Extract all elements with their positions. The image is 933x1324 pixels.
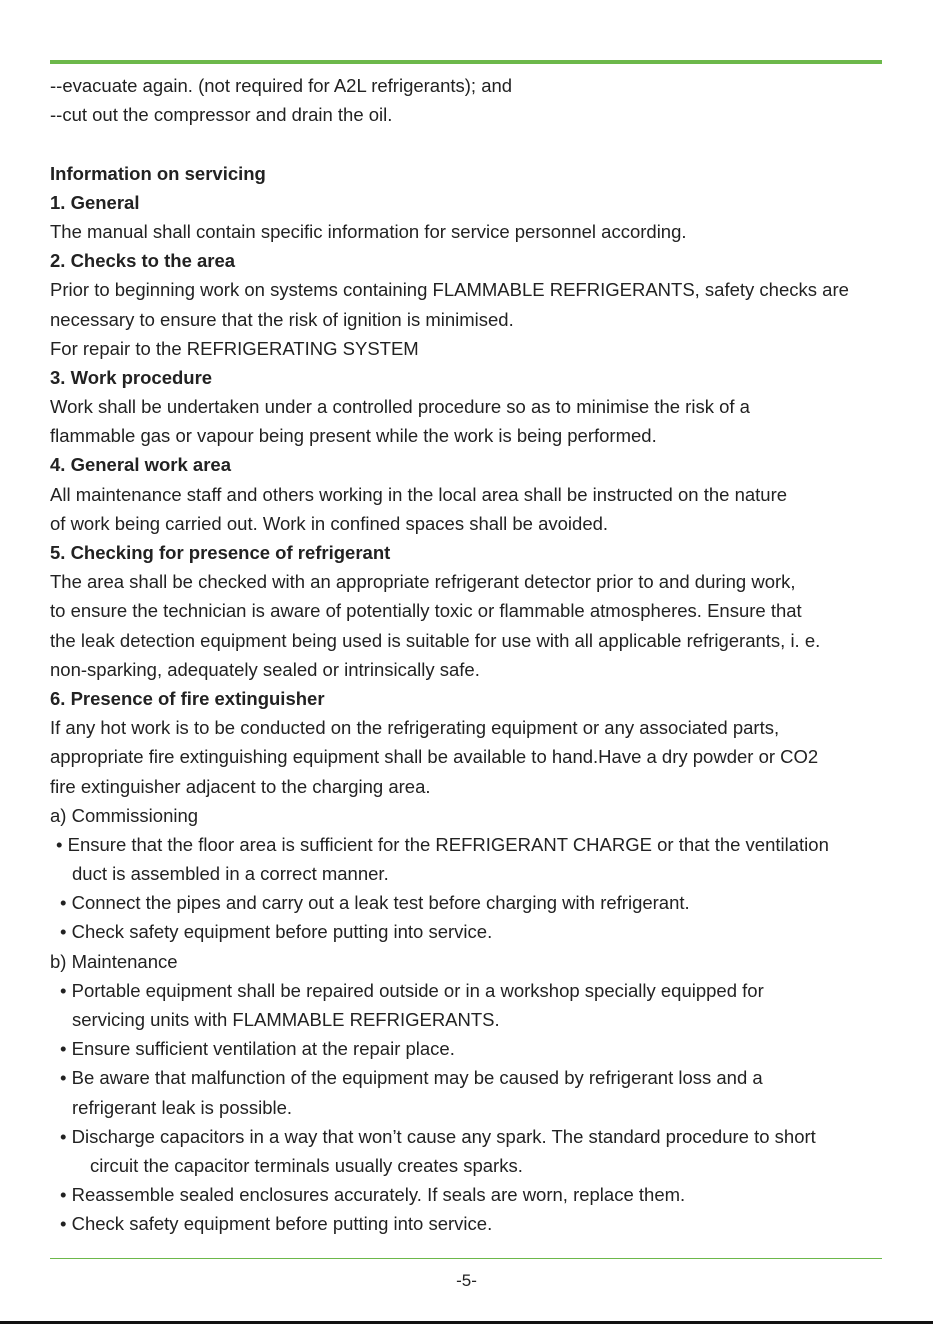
paragraph-line: If any hot work is to be conducted on the refrigerating equipment or any associated parts, xyxy=(50,717,780,739)
heading-work-procedure: 3. Work procedure xyxy=(50,366,213,388)
paragraph-line: The manual shall contain specific information for service personnel according. xyxy=(50,220,687,242)
bullet-item: • Check safety equipment before putting into service. xyxy=(60,1213,493,1235)
page-number: -5- xyxy=(456,1271,477,1290)
bullet-item: • Ensure that the floor area is sufficient for the REFRIGERANT CHARGE or that the ventilation xyxy=(56,833,829,855)
heading-general-work-area: 4. General work area xyxy=(50,454,231,476)
bullet-continuation: servicing units with FLAMMABLE REFRIGERANTS. xyxy=(72,1009,500,1030)
bullet-item: • Portable equipment shall be repaired outside or in a workshop specially equipped for xyxy=(60,979,764,1001)
bullet-item: • Ensure sufficient ventilation at the repair place. xyxy=(60,1038,455,1060)
heading-checks-to-area: 2. Checks to the area xyxy=(50,250,236,272)
bullet-continuation: refrigerant leak is possible. xyxy=(72,1096,293,1118)
paragraph-line: fire extinguisher adjacent to the charging area. xyxy=(50,775,431,797)
paragraph-line: The area shall be checked with an appropriate refrigerant detector prior to and during work, xyxy=(50,571,796,593)
bullet-continuation: duct is assembled in a correct manner. xyxy=(72,863,389,885)
heading-fire-extinguisher: 6. Presence of fire extinguisher xyxy=(50,687,325,709)
paragraph-line: appropriate fire extinguishing equipment shall be available to hand.Have a dry powder or CO2 xyxy=(50,746,819,768)
paragraph-line: to ensure the technician is aware of potentially toxic or flammable atmospheres. Ensure that xyxy=(50,600,802,622)
paragraph-line: non-sparking, adequately sealed or intrinsically safe. xyxy=(50,658,480,680)
bullet-item: • Discharge capacitors in a way that won’t cause any spark. The standard procedure to short xyxy=(60,1125,816,1147)
bullet-item: • Connect the pipes and carry out a leak test before charging with refrigerant. xyxy=(60,892,690,914)
paragraph-line: Prior to beginning work on systems containing FLAMMABLE REFRIGERANTS, safety checks are xyxy=(50,279,849,301)
intro-line: --cut out the compressor and drain the oil. xyxy=(50,104,393,126)
intro-line: --evacuate again. (not required for A2L refrigerants); and xyxy=(50,75,513,96)
paragraph-line: necessary to ensure that the risk of ignition is minimised. xyxy=(50,308,514,330)
section-title: Information on servicing xyxy=(50,162,266,184)
spacer xyxy=(50,129,890,158)
bottom-divider xyxy=(50,1258,882,1259)
bullet-item: • Be aware that malfunction of the equipment may be caused by refrigerant loss and a xyxy=(60,1067,763,1089)
paragraph-line: flammable gas or vapour being present while the work is being performed. xyxy=(50,425,657,447)
heading-general: 1. General xyxy=(50,191,140,213)
paragraph-line: For repair to the REFRIGERATING SYSTEM xyxy=(50,337,419,359)
bullet-item: • Reassemble sealed enclosures accurately. If seals are worn, replace them. xyxy=(60,1184,686,1206)
paragraph-line: All maintenance staff and others working in the local area shall be instructed on the nature xyxy=(50,483,788,505)
heading-checking-refrigerant: 5. Checking for presence of refrigerant xyxy=(50,542,391,563)
paragraph-line: of work being carried out. Work in confined spaces shall be avoided. xyxy=(50,512,609,534)
paragraph-line: Work shall be undertaken under a controlled procedure so as to minimise the risk of a xyxy=(50,396,750,418)
maintenance-label: b) Maintenance xyxy=(50,950,178,972)
document-body xyxy=(50,71,890,1239)
commissioning-label: a) Commissioning xyxy=(50,804,199,826)
paragraph-line: the leak detection equipment being used is suitable for use with all applicable refrigerants, i. e. xyxy=(50,629,821,651)
bullet-continuation: circuit the capacitor terminals usually creates sparks. xyxy=(90,1154,523,1176)
top-divider xyxy=(50,60,882,64)
bullet-item: • Check safety equipment before putting into service. xyxy=(60,921,493,943)
